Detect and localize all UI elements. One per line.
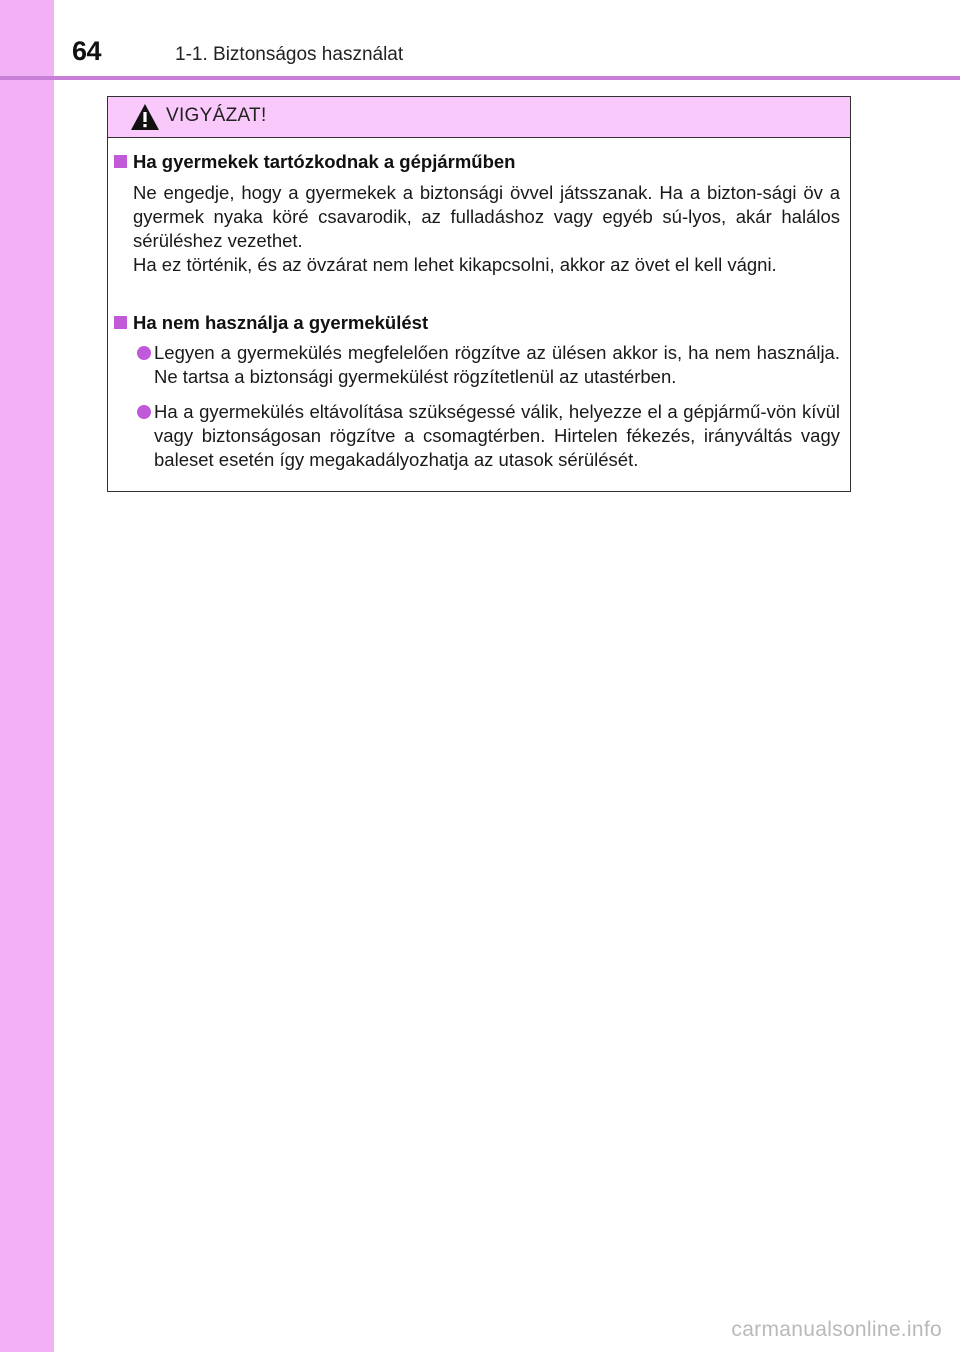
page-number: 64 — [72, 36, 102, 66]
warning-header — [108, 97, 850, 138]
section-heading — [114, 312, 428, 334]
circle-bullet-icon — [137, 405, 151, 419]
section-heading — [114, 151, 515, 173]
list-item-text: Legyen a gyermekülés megfelelően rögzítve az ülésen akkor is, ha nem használja. Ne tartsa a biztonsági gyermekülést rögzítetlenül az utastérben. — [154, 342, 840, 387]
section-heading-text: Ha gyermekek tartózkodnak a gépjárműben — [133, 151, 516, 172]
left-margin-band — [0, 0, 54, 1352]
warning-title: VIGYÁZAT! — [166, 105, 267, 126]
list-item-text: Ha a gyermekülés eltávolítása szükségessé válik, helyezze el a gépjármű-vön kívül vagy biztonságosan rögzítve a csomagtérben. Hirtelen fékezés, irányváltás vagy baleset esetén így megakadályozhatja az utasok sérülését. — [154, 401, 840, 470]
watermark: carmanualsonline.info — [731, 1318, 942, 1341]
warning-triangle-icon — [130, 103, 160, 131]
square-bullet-icon — [114, 316, 127, 329]
warning-box — [107, 96, 851, 492]
section-heading-text: Ha nem használja a gyermekülést — [133, 312, 429, 333]
header-divider — [0, 76, 960, 80]
paragraph: Ha ez történik, és az övzárat nem lehet kikapcsolni, akkor az övet el kell vágni. — [133, 254, 777, 275]
circle-bullet-icon — [137, 346, 151, 360]
chapter-title: 1-1. Biztonságos használat — [175, 44, 404, 65]
paragraph: Ne engedje, hogy a gyermekek a biztonsági övvel játsszanak. Ha a bizton-sági öv a gyermek nyaka köré csavarodik, az fulladáshoz vagy egyéb sú-lyos, akár halálos sérüléshez vezethet. — [133, 182, 840, 251]
square-bullet-icon — [114, 155, 127, 168]
